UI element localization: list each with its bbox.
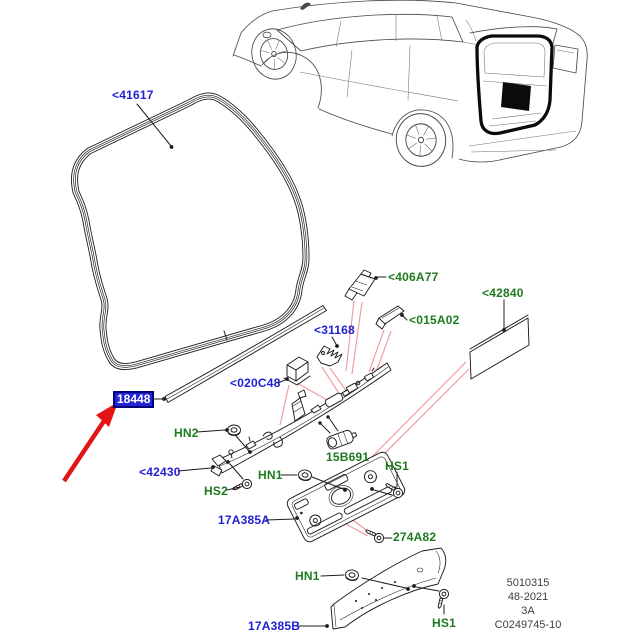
part-label-hn1-lower[interactable]: HN1 xyxy=(295,569,320,583)
lower-trim-17a385b-drawing[interactable] xyxy=(331,548,446,629)
part-label-hn2[interactable]: HN2 xyxy=(174,426,199,440)
part-label-17a385b[interactable]: 17A385B xyxy=(248,619,301,633)
nut-hn1-upper-drawing[interactable] xyxy=(298,469,312,481)
part-label-41617[interactable]: <41617 xyxy=(112,88,154,102)
part-label-hs2[interactable]: HS2 xyxy=(204,484,228,498)
bracket-020c48-drawing[interactable] xyxy=(284,357,310,385)
vehicle-tailgate-seal-highlight xyxy=(477,36,552,134)
callout-leader-lines xyxy=(137,104,506,628)
part-label-17a385a[interactable]: 17A385A xyxy=(218,513,271,527)
catalog-info-line: 48-2021 xyxy=(507,591,549,603)
part-label-42840[interactable]: <42840 xyxy=(482,286,524,300)
part-label-406a77[interactable]: <406A77 xyxy=(388,270,439,284)
clip-015a02-drawing[interactable] xyxy=(376,306,404,329)
vehicle-illustration xyxy=(233,0,587,169)
part-label-hs1-lower[interactable]: HS1 xyxy=(432,616,456,630)
nut-hn1-lower-drawing[interactable] xyxy=(345,569,359,581)
catalog-info-line: C0249745-10 xyxy=(494,619,562,631)
part-label-hs1-upper[interactable]: HS1 xyxy=(385,459,409,473)
front-wheel xyxy=(247,24,302,84)
tailgate-seal-drawing[interactable] xyxy=(75,96,306,367)
part-label-hn1-upper[interactable]: HN1 xyxy=(258,468,283,482)
part-label-42430[interactable]: <42430 xyxy=(139,465,181,479)
switch-15b691-drawing[interactable] xyxy=(326,428,359,450)
screw-hs1-lower-drawing[interactable] xyxy=(437,589,450,608)
rear-wheel xyxy=(393,110,449,169)
selection-arrow xyxy=(64,402,118,481)
catalog-info-line: 5010315 xyxy=(506,577,550,589)
part-label-020c48[interactable]: <020C48 xyxy=(230,376,281,390)
part-label-15b691[interactable]: 15B691 xyxy=(326,450,370,464)
catalog-info xyxy=(467,576,589,632)
nut-hn2-drawing[interactable] xyxy=(228,425,241,436)
clip-31168-drawing[interactable] xyxy=(317,346,342,366)
catalog-info-line: 3A xyxy=(521,605,535,617)
part-label-015a02[interactable]: <015A02 xyxy=(409,313,460,327)
label-42840-drawing[interactable] xyxy=(470,315,529,379)
highlighted-part-label-18448[interactable]: 18448 xyxy=(113,391,154,408)
part-label-31168[interactable]: <31168 xyxy=(314,323,355,337)
clip-406a77-drawing[interactable] xyxy=(345,270,375,300)
part-label-274a82[interactable]: 274A82 xyxy=(393,530,437,544)
